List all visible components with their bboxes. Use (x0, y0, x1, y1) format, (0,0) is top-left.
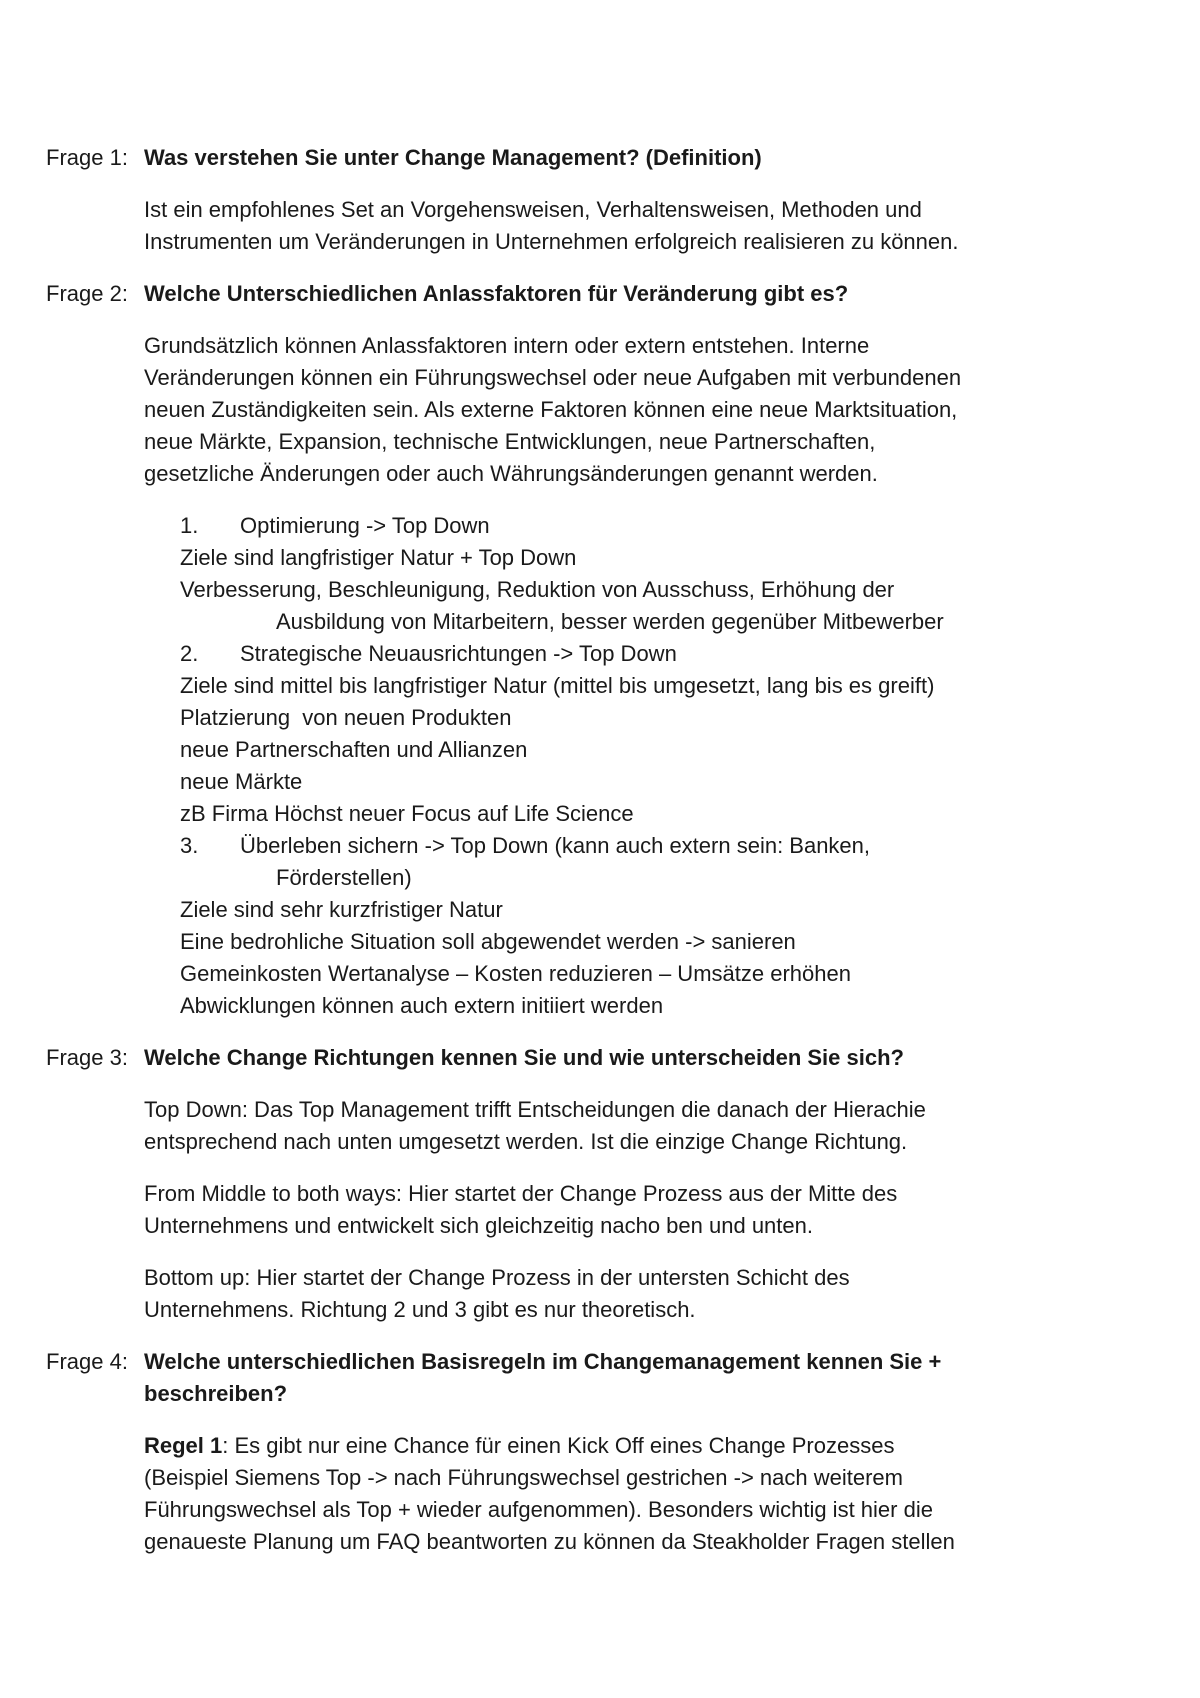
answer-line: (Beispiel Siemens Top -> nach Führungswechsel gestrichen -> nach weiterem (144, 1465, 903, 1490)
list-item-title: Strategische Neuausrichtungen -> Top Down (240, 641, 677, 666)
list-item-line: Abwicklungen können auch extern initiiert werden (180, 993, 664, 1018)
list-item-line: Ziele sind langfristiger Natur + Top Down (180, 545, 577, 570)
answer-line: Unternehmens und entwickelt sich gleichzeitig nacho ben und unten. (144, 1213, 813, 1238)
list-item-title: Optimierung -> Top Down (240, 513, 490, 538)
question-title: Welche unterschiedlichen Basisregeln im Changemanagement kennen Sie + (144, 1349, 942, 1374)
regel-line (144, 1430, 894, 1462)
answer-line: Top Down: Das Top Management trifft Entscheidungen die danach der Hierachie (144, 1097, 926, 1122)
answer-line: neuen Zuständigkeiten sein. Als externe Faktoren können eine neue Marktsituation, (144, 397, 958, 422)
answer-line: Ist ein empfohlenes Set an Vorgehensweisen, Verhaltensweisen, Methoden und (144, 197, 922, 222)
question-title-cont: beschreiben? (144, 1381, 288, 1406)
answer-line: entsprechend nach unten umgesetzt werden. Ist die einzige Change Richtung. (144, 1129, 908, 1154)
answer-line: Führungswechsel als Top + wieder aufgenommen). Besonders wichtig ist hier die (144, 1497, 933, 1522)
answer-line: Unternehmens. Richtung 2 und 3 gibt es nur theoretisch. (144, 1297, 696, 1322)
list-item-line: Verbesserung, Beschleunigung, Reduktion von Ausschuss, Erhöhung der (180, 577, 895, 602)
answer-line: gesetzliche Änderungen oder auch Währungsänderungen genannt werden. (144, 461, 878, 486)
list-item-title: Überleben sichern -> Top Down (kann auch extern sein: Banken, (240, 833, 871, 858)
answer-line: Instrumenten um Veränderungen in Unternehmen erfolgreich realisieren zu können. (144, 229, 959, 254)
list-item-line: Ziele sind sehr kurzfristiger Natur (180, 897, 503, 922)
list-item-line: Ziele sind mittel bis langfristiger Natur (mittel bis umgesetzt, lang bis es greift) (180, 673, 935, 698)
question-title: Was verstehen Sie unter Change Management? (Definition) (144, 145, 762, 170)
answer-line: genaueste Planung um FAQ beantworten zu können da Steakholder Fragen stellen (144, 1529, 955, 1554)
question-prefix: Frage 3: (46, 1045, 128, 1070)
list-item-line: Platzierung von neuen Produkten (180, 705, 512, 730)
question-title: Welche Change Richtungen kennen Sie und wie unterscheiden Sie sich? (144, 1045, 904, 1070)
list-number: 1. (180, 513, 199, 538)
question-prefix: Frage 4: (46, 1349, 128, 1374)
question-prefix: Frage 2: (46, 281, 128, 306)
list-number: 2. (180, 641, 199, 666)
list-item-line: Eine bedrohliche Situation soll abgewendet werden -> sanieren (180, 929, 796, 954)
regel-text: : Es gibt nur eine Chance für einen Kick Off eines Change Prozesses (222, 1433, 895, 1458)
regel-label: Regel 1 (144, 1433, 223, 1458)
list-item-line: neue Partnerschaften und Allianzen (180, 737, 528, 762)
list-item-line: Gemeinkosten Wertanalyse – Kosten reduzieren – Umsätze erhöhen (180, 961, 851, 986)
answer-line: Grundsätzlich können Anlassfaktoren intern oder extern entstehen. Interne (144, 333, 870, 358)
question-prefix: Frage 1: (46, 145, 128, 170)
answer-line: neue Märkte, Expansion, technische Entwicklungen, neue Partnerschaften, (144, 429, 876, 454)
list-number: 3. (180, 833, 199, 858)
list-item-title-cont: Förderstellen) (276, 865, 412, 890)
list-item-line: Ausbildung von Mitarbeitern, besser werden gegenüber Mitbewerber (276, 609, 944, 634)
answer-line: Bottom up: Hier startet der Change Prozess in der untersten Schicht des (144, 1265, 850, 1290)
list-item-line: neue Märkte (180, 769, 303, 794)
list-item-line: zB Firma Höchst neuer Focus auf Life Science (180, 801, 634, 826)
answer-line: Veränderungen können ein Führungswechsel oder neue Aufgaben mit verbundenen (144, 365, 962, 390)
question-title: Welche Unterschiedlichen Anlassfaktoren für Veränderung gibt es? (144, 281, 849, 306)
answer-line: From Middle to both ways: Hier startet der Change Prozess aus der Mitte des (144, 1181, 898, 1206)
